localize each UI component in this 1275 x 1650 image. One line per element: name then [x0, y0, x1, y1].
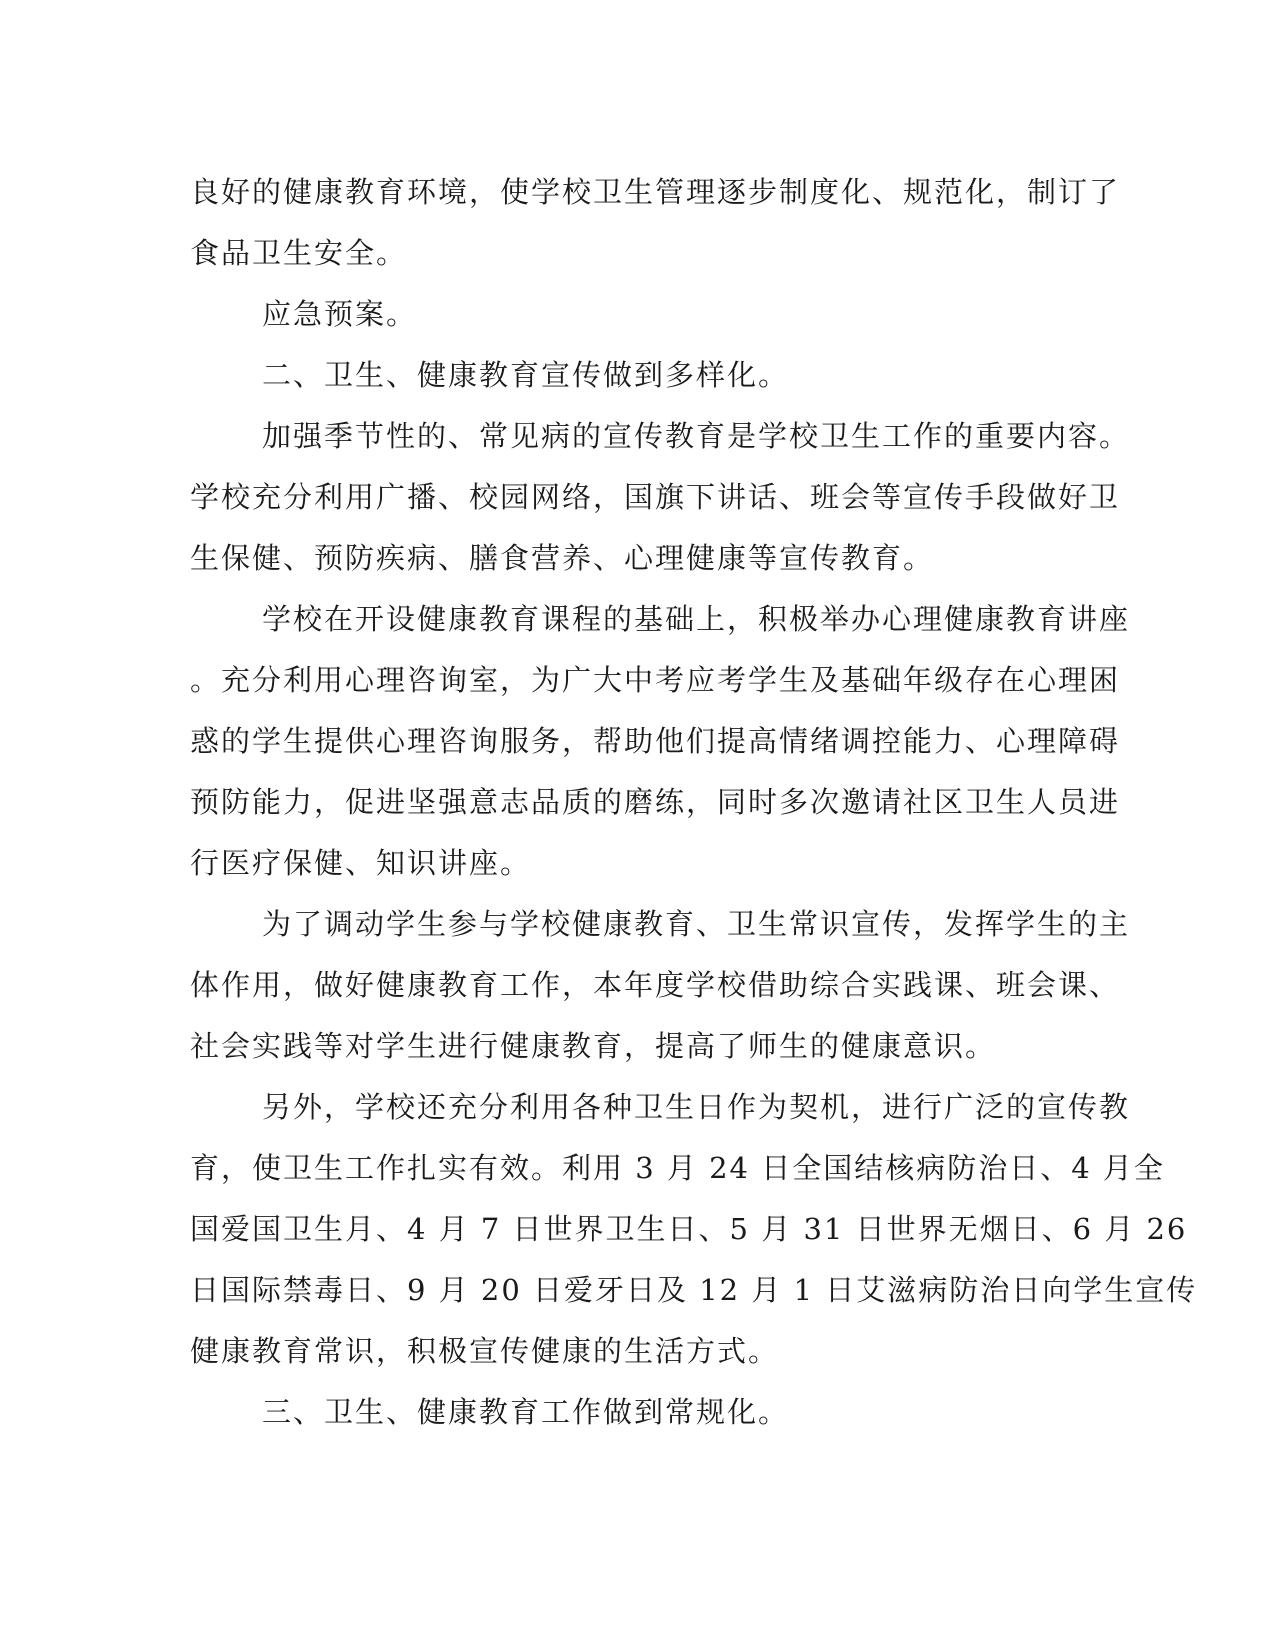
text-line: 日国际禁毒日、9 月 20 日爱牙日及 12 月 1 日艾滋病防治日向学生宣传: [190, 1273, 1198, 1307]
text-line: 国爱国卫生月、4 月 7 日世界卫生日、5 月 31 日世界无烟日、6 月 26: [190, 1212, 1188, 1246]
section-heading: 二、卫生、健康教育宣传做到多样化。: [262, 358, 790, 392]
text-line: 学校在开设健康教育课程的基础上，积极举办心理健康教育讲座: [262, 602, 1131, 636]
text-line: 另外，学校还充分利用各种卫生日作为契机，进行广泛的宣传教: [262, 1090, 1131, 1124]
text-line: 为了调动学生参与学校健康教育、卫生常识宣传，发挥学生的主: [262, 907, 1131, 941]
text-line: 育，使卫生工作扎实有效。利用 3 月 24 日全国结核病防治日、4 月全: [190, 1151, 1165, 1185]
text-line: 应急预案。: [262, 297, 418, 331]
document-body: [190, 162, 1198, 1443]
text-line: 加强季节性的、常见病的宣传教育是学校卫生工作的重要内容。: [262, 419, 1131, 453]
text-line: 惑的学生提供心理咨询服务，帮助他们提高情绪调控能力、心理障碍: [190, 724, 1121, 758]
text-line: 健康教育常识，积极宣传健康的生活方式。: [190, 1334, 780, 1368]
text-line: 生保健、预防疾病、膳食营养、心理健康等宣传教育。: [190, 541, 935, 575]
text-line: 预防能力，促进坚强意志品质的磨练，同时多次邀请社区卫生人员进: [190, 785, 1121, 819]
text-line: 体作用，做好健康教育工作，本年度学校借助综合实践课、班会课、: [190, 968, 1121, 1002]
text-line: 。充分利用心理咨询室，为广大中考应考学生及基础年级存在心理困: [190, 663, 1121, 697]
text-line: 行医疗保健、知识讲座。: [190, 846, 532, 880]
text-line: 食品卫生安全。: [190, 236, 408, 270]
text-line: 学校充分利用广播、校园网络，国旗下讲话、班会等宣传手段做好卫: [190, 480, 1121, 514]
text-line: 社会实践等对学生进行健康教育，提高了师生的健康意识。: [190, 1029, 997, 1063]
section-heading: 三、卫生、健康教育工作做到常规化。: [262, 1395, 790, 1429]
text-line: 良好的健康教育环境，使学校卫生管理逐步制度化、规范化，制订了: [190, 175, 1121, 209]
